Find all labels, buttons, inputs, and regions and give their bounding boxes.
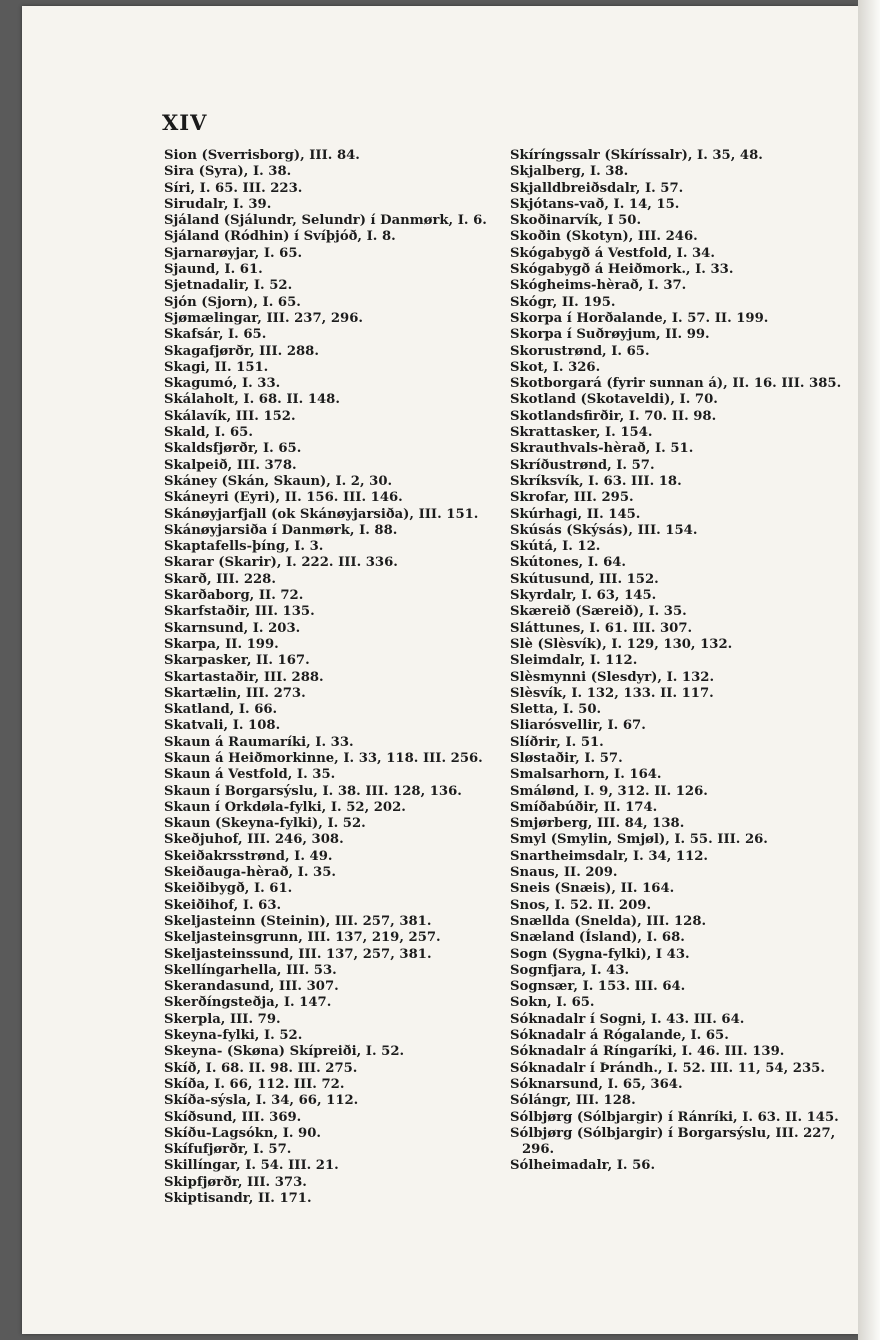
index-entry: Skánøyjarfjall (ok Skánøyjarsiða), III. 151. — [164, 506, 479, 522]
index-entry: Sognfjara, I. 43. — [510, 962, 630, 978]
index-entry: Skorpa í Horðalande, I. 57. II. 199. — [510, 310, 769, 326]
index-entry: Sláttunes, I. 61. III. 307. — [510, 620, 693, 636]
index-entry: Skartælin, III. 273. — [164, 685, 306, 701]
index-entry: Sjón (Sjorn), I. 65. — [164, 294, 301, 310]
index-entry: Smjørberg, III. 84, 138. — [510, 816, 685, 832]
index-entry: Skáneyri (Eyri), II. 156. III. 146. — [164, 490, 403, 506]
index-entry: Slè (Slèsvík), I. 129, 130, 132. — [510, 636, 733, 652]
index-entry: Skjalberg, I. 38. — [510, 164, 629, 180]
index-entry: Skífufjørðr, I. 57. — [164, 1142, 292, 1158]
index-entry: Sóknadalr í Sogni, I. 43. III. 64. — [510, 1011, 745, 1027]
book-page — [22, 6, 858, 1334]
index-entry: Skútusund, III. 152. — [510, 571, 659, 587]
index-entry: Skyrdalr, I. 63, 145. — [510, 588, 657, 604]
index-entry: Skógabygð á Heiðmork., I. 33. — [510, 262, 734, 278]
index-entry: Skjótans-vað, I. 14, 15. — [510, 196, 680, 212]
index-entry: Skálavík, III. 152. — [164, 408, 296, 424]
index-entry: Skarnsund, I. 203. — [164, 620, 301, 636]
index-entry: Smalsarhorn, I. 164. — [510, 767, 662, 783]
index-entry: Skrauthvals-hèrað, I. 51. — [510, 441, 694, 457]
index-entry: Skellíngarhella, III. 53. — [164, 962, 337, 978]
index-entry: Skarfstaðir, III. 135. — [164, 604, 315, 620]
index-entry: Skógheims-hèrað, I. 37. — [510, 278, 687, 294]
index-entry: Skaptafells-þíng, I. 3. — [164, 539, 324, 555]
index-entry: Sóknadalr í Þrándh., I. 52. III. 11, 54, 235. — [510, 1060, 825, 1076]
index-entry: Skeðjuhof, III. 246, 308. — [164, 832, 344, 848]
index-entry: Skaun í Borgarsýslu, I. 38. III. 128, 136. — [164, 783, 462, 799]
index-entry: Skrattasker, I. 154. — [510, 425, 653, 441]
index-entry: Skaun í Orkdøla-fylki, I. 52, 202. — [164, 799, 406, 815]
index-entry: Skarpa, II. 199. — [164, 636, 279, 652]
index-entry: Skíð, I. 68. II. 98. III. 275. — [164, 1060, 358, 1076]
index-entry: Skútones, I. 64. — [510, 555, 627, 571]
index-entry: Skartastaðir, III. 288. — [164, 669, 324, 685]
index-entry: Skerandasund, III. 307. — [164, 979, 339, 995]
index-entry: Skíðsund, III. 369. — [164, 1109, 302, 1125]
index-entry: Sneis (Snæis), II. 164. — [510, 881, 675, 897]
index-entry: Sognsær, I. 153. III. 64. — [510, 979, 686, 995]
index-entry: Skíða-sýsla, I. 34, 66, 112. — [164, 1093, 359, 1109]
index-entry: Sira (Syra), I. 38. — [164, 164, 292, 180]
index-entry: Sletta, I. 50. — [510, 702, 602, 718]
index-entry: Skrofar, III. 295. — [510, 490, 634, 506]
page-edge — [858, 0, 880, 1340]
index-entry: Skríksvík, I. 63. III. 18. — [510, 473, 682, 489]
index-entry: Skotborgará (fyrir sunnan á), II. 16. III. 385. — [510, 376, 842, 392]
index-entry: Sólángr, III. 128. — [510, 1093, 636, 1109]
index-entry: Skeiðibygð, I. 61. — [164, 881, 293, 897]
index-entry: Sløstaðir, I. 57. — [510, 750, 623, 766]
index-entry: Skúsás (Skýsás), III. 154. — [510, 522, 698, 538]
index-entry: Skeiðakrsstrønd, I. 49. — [164, 848, 333, 864]
index-entry: Skeljasteinsgrunn, III. 137, 219, 257. — [164, 930, 441, 946]
index-entry: Skjalldbreiðsdalr, I. 57. — [510, 180, 684, 196]
index-entry: Skerpla, III. 79. — [164, 1011, 281, 1027]
index-entry: Sjaund, I. 61. — [164, 262, 263, 278]
index-entry: Sirudalr, I. 39. — [164, 196, 272, 212]
index-entry: Skoðin (Skotyn), III. 246. — [510, 229, 698, 245]
index-column-right — [510, 148, 850, 1175]
index-entry: Snartheimsdalr, I. 34, 112. — [510, 848, 709, 864]
index-entry: Sóknadalr á Ríngaríki, I. 46. III. 139. — [510, 1044, 785, 1060]
index-entry: Snællda (Snelda), III. 128. — [510, 913, 707, 929]
index-entry: Skógr, II. 195. — [510, 294, 616, 310]
index-entry: Skógabygð á Vestfold, I. 34. — [510, 245, 715, 261]
index-entry: Skorustrønd, I. 65. — [510, 343, 650, 359]
index-entry: Skeyna-fylki, I. 52. — [164, 1028, 303, 1044]
page-number: XIV — [162, 110, 208, 135]
index-entry: Skald, I. 65. — [164, 425, 253, 441]
index-entry: Skoðinarvík, I 50. — [510, 213, 642, 229]
index-entry: Skagumó, I. 33. — [164, 376, 281, 392]
index-entry: Skíðu-Lagsókn, I. 90. — [164, 1125, 321, 1141]
index-entry: Skeiðihof, I. 63. — [164, 897, 282, 913]
index-entry: Skipfjørðr, III. 373. — [164, 1174, 307, 1190]
index-entry: Slèsvík, I. 132, 133. II. 117. — [510, 685, 714, 701]
index-entry: Skaldsfjørðr, I. 65. — [164, 441, 302, 457]
index-entry: Sólbjørg (Sólbjargir) í Ránríki, I. 63. II. 145. — [510, 1109, 839, 1125]
index-entry: Skillíngar, I. 54. III. 21. — [164, 1158, 339, 1174]
index-entry: Skeljasteinn (Steinin), III. 257, 381. — [164, 913, 432, 929]
index-entry: Sliarósvellir, I. 67. — [510, 718, 646, 734]
index-entry: Skarðaborg, II. 72. — [164, 588, 304, 604]
index-entry: Skotlandsfirðir, I. 70. II. 98. — [510, 408, 717, 424]
index-entry: Smíðabúðir, II. 174. — [510, 799, 658, 815]
index-entry: Sogn (Sygna-fylki), I 43. — [510, 946, 690, 962]
index-entry: Skaun á Vestfold, I. 35. — [164, 767, 336, 783]
index-entry: Skánøyjarsiða í Danmørk, I. 88. — [164, 522, 398, 538]
index-entry: Skeljasteinssund, III. 137, 257, 381. — [164, 946, 432, 962]
index-entry: Slíðrir, I. 51. — [510, 734, 604, 750]
index-entry: Sólbjørg (Sólbjargir) í Borgarsýslu, III. 227, 296. — [510, 1125, 836, 1158]
index-entry: Skerðíngsteðja, I. 147. — [164, 995, 332, 1011]
index-entry: Skútá, I. 12. — [510, 539, 601, 555]
index-entry: Skotland (Skotaveldi), I. 70. — [510, 392, 718, 408]
index-entry: Skaun (Skeyna-fylki), I. 52. — [164, 816, 366, 832]
index-entry: Skatland, I. 66. — [164, 702, 278, 718]
index-entry: Skarpasker, II. 167. — [164, 653, 310, 669]
index-entry: Skarar (Skarir), I. 222. III. 336. — [164, 555, 398, 571]
index-entry: Skúrhagi, II. 145. — [510, 506, 641, 522]
index-entry: Skatvali, I. 108. — [164, 718, 281, 734]
index-entry: Skot, I. 326. — [510, 359, 601, 375]
index-entry: Skalpeið, III. 378. — [164, 457, 297, 473]
index-entry: Skíða, I. 66, 112. III. 72. — [164, 1076, 345, 1092]
index-entry: Síri, I. 65. III. 223. — [164, 180, 303, 196]
index-entry: Sjáland (Ródhin) í Svíþjóð, I. 8. — [164, 229, 396, 245]
index-entry: Skríðustrønd, I. 57. — [510, 457, 655, 473]
index-entry: Sjarnarøyjar, I. 65. — [164, 245, 303, 261]
index-entry: Sleimdalr, I. 112. — [510, 653, 638, 669]
index-entry: Smyl (Smylin, Smjøl), I. 55. III. 26. — [510, 832, 768, 848]
index-entry: Sjáland (Sjálundr, Selundr) í Danmørk, I. 6. — [164, 213, 487, 229]
index-entry: Snos, I. 52. II. 209. — [510, 897, 652, 913]
index-entry: Skaun á Heiðmorkinne, I. 33, 118. III. 256. — [164, 750, 483, 766]
index-entry: Skíríngssalr (Skíríssalr), I. 35, 48. — [510, 148, 763, 163]
index-entry: Skagafjørðr, III. 288. — [164, 343, 319, 359]
index-entry: Skálaholt, I. 68. II. 148. — [164, 392, 340, 408]
index-entry: Snæland (Ísland), I. 68. — [510, 930, 685, 946]
index-entry: Skiptisandr, II. 171. — [164, 1191, 312, 1206]
index-entry: Sóknarsund, I. 65, 364. — [510, 1076, 683, 1092]
index-entry: Sokn, I. 65. — [510, 995, 595, 1011]
index-entry: Sjetnadalir, I. 52. — [164, 278, 293, 294]
index-entry: Slèsmynni (Slesdyr), I. 132. — [510, 669, 715, 685]
index-entry: Smálønd, I. 9, 312. II. 126. — [510, 783, 708, 799]
index-entry: Skæreið (Særeið), I. 35. — [510, 604, 687, 620]
index-entry: Skarð, III. 228. — [164, 571, 276, 587]
index-entry: Sóknadalr á Rógalande, I. 65. — [510, 1028, 729, 1044]
index-entry: Skorpa í Suðrøyjum, II. 99. — [510, 327, 710, 343]
index-entry: Skafsár, I. 65. — [164, 327, 267, 343]
index-entry: Sion (Sverrisborg), III. 84. — [164, 148, 360, 163]
index-entry: Skagi, II. 151. — [164, 359, 269, 375]
index-column-left — [164, 148, 504, 1207]
index-entry: Skaun á Raumaríki, I. 33. — [164, 734, 354, 750]
index-entry: Snaus, II. 209. — [510, 865, 618, 881]
index-entry: Sjømælingar, III. 237, 296. — [164, 310, 363, 326]
index-entry: Skeyna- (Skøna) Skípreiði, I. 52. — [164, 1044, 405, 1060]
index-entry: Skeiðauga-hèrað, I. 35. — [164, 865, 336, 881]
index-entry: Skáney (Skán, Skaun), I. 2, 30. — [164, 473, 393, 489]
index-entry: Sólheimadalr, I. 56. — [510, 1158, 656, 1174]
